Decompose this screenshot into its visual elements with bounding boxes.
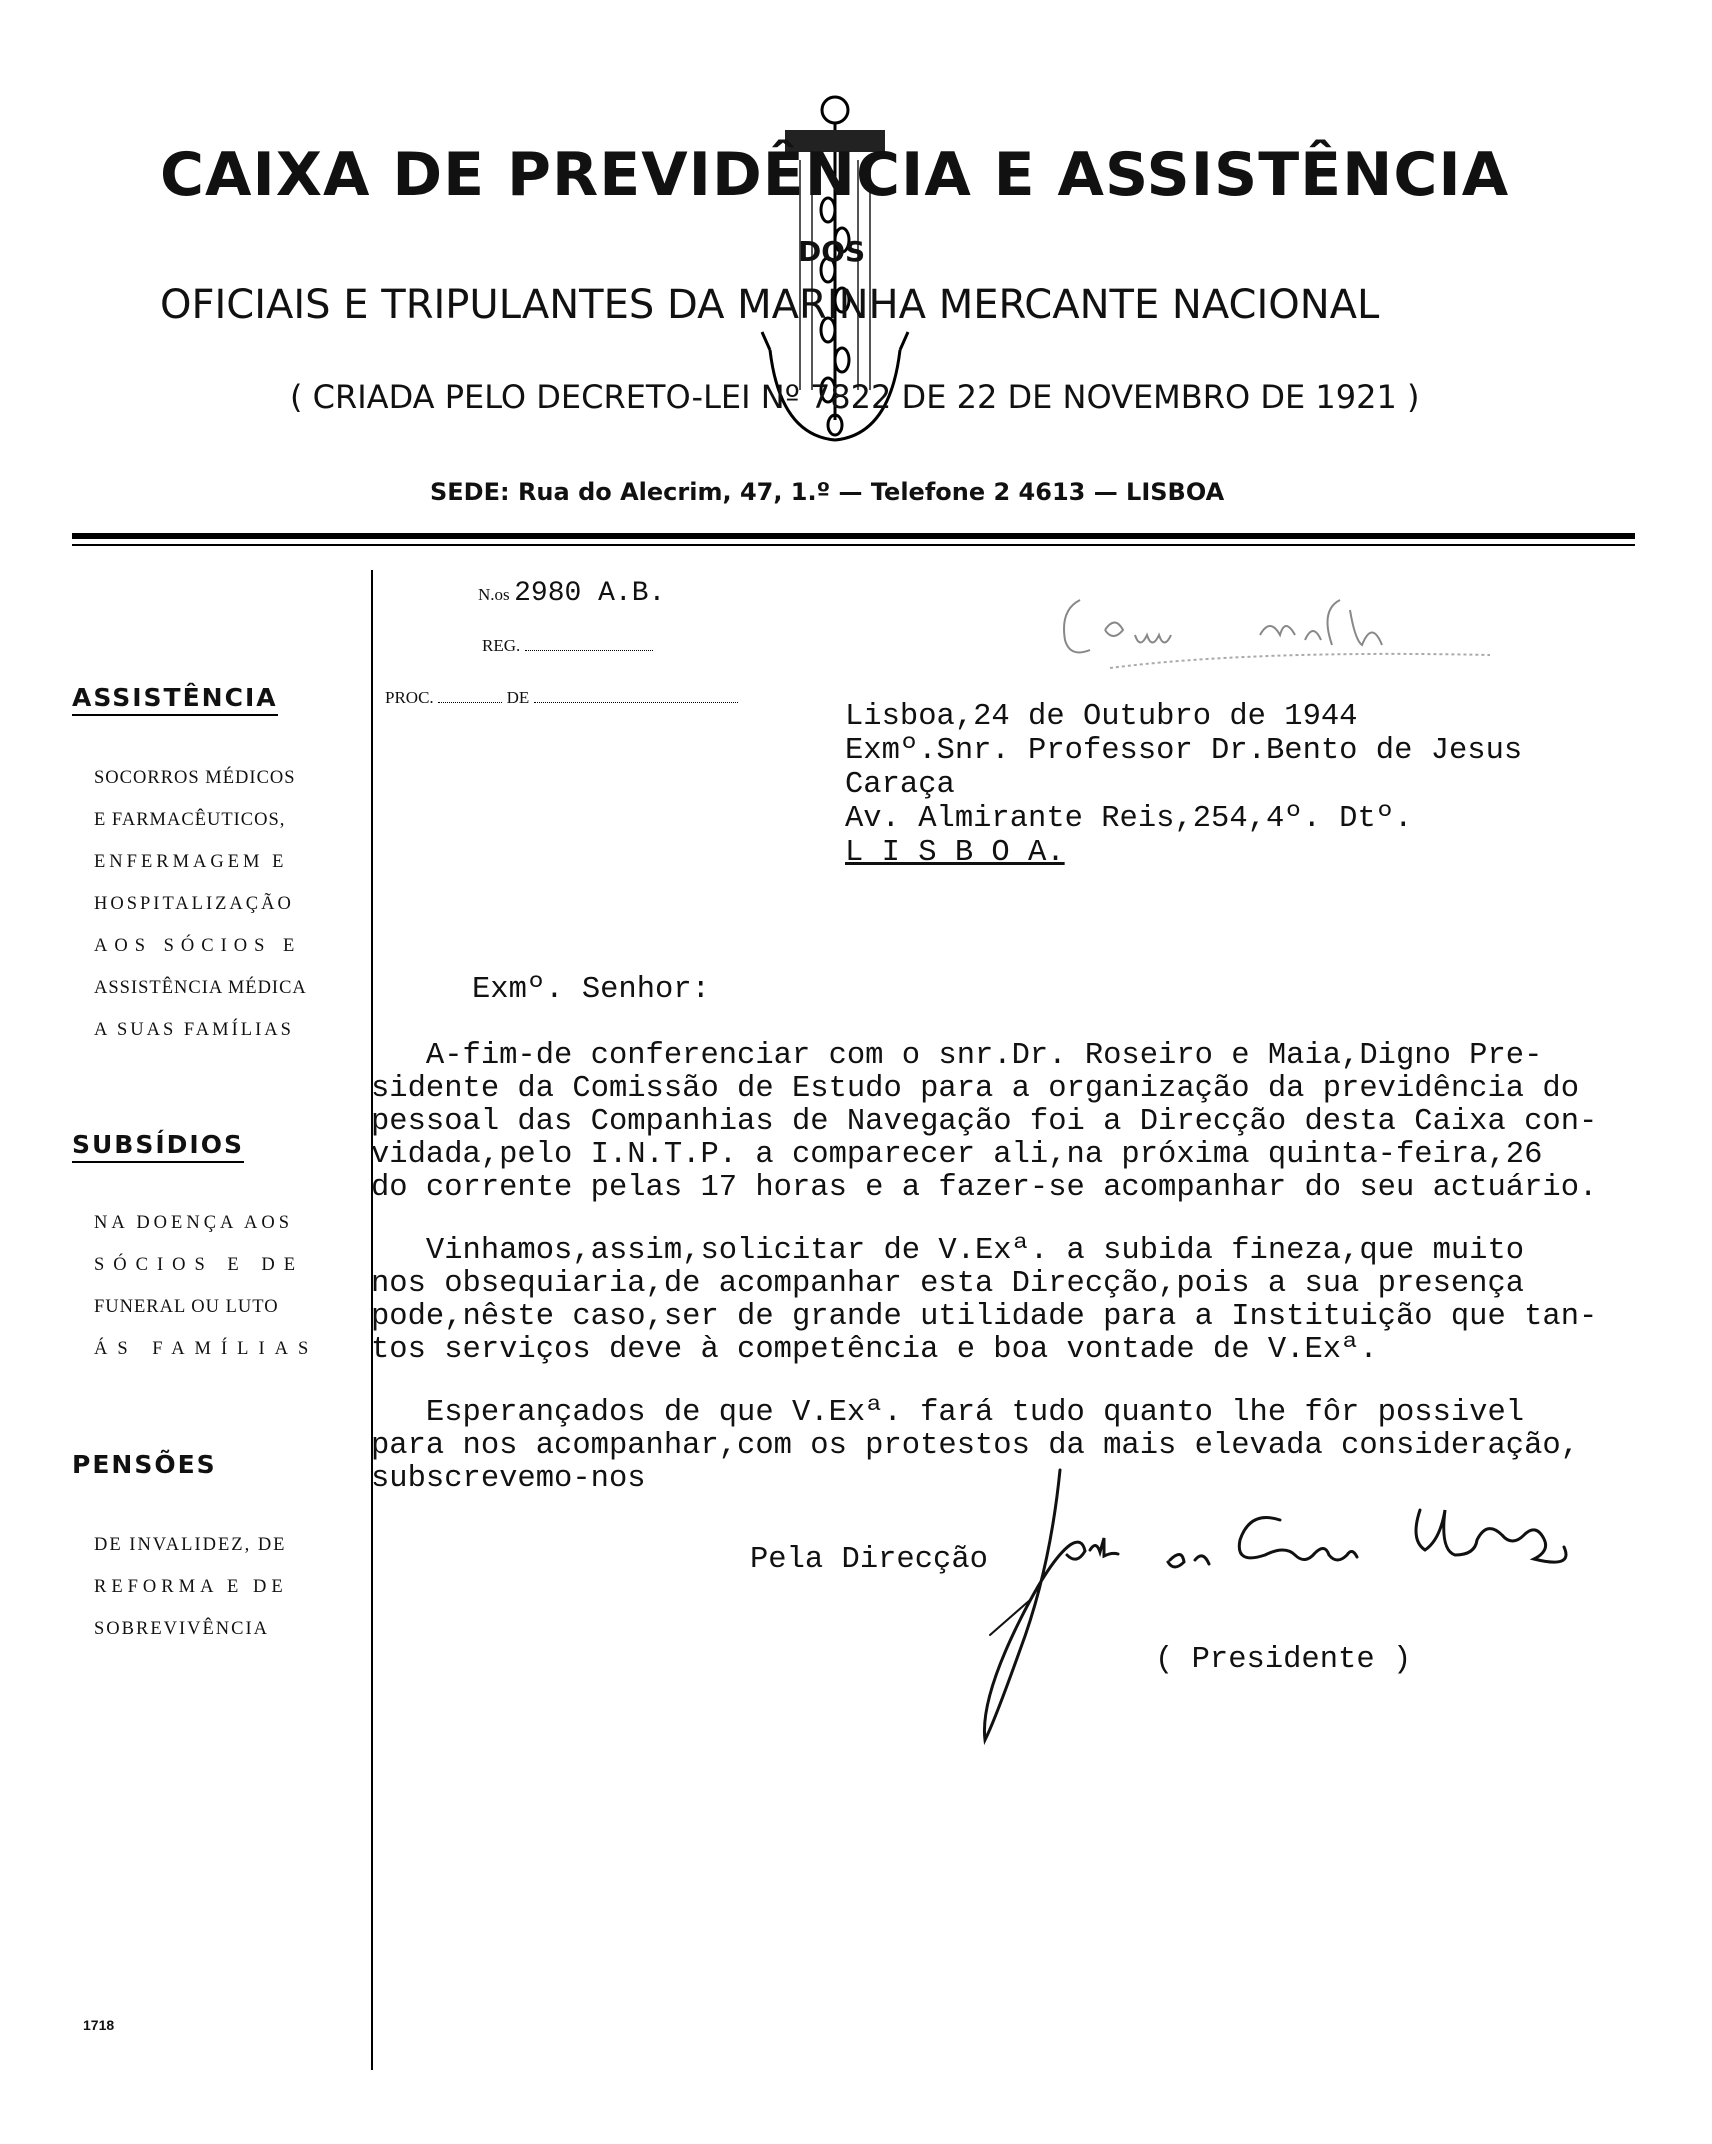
sidebar-heading-pensoes: PENSÕES [72, 1450, 217, 1479]
text-line: A-fim-de conferenciar com o snr.Dr. Roseiro e Maia,Digno Pre- [371, 1039, 1543, 1073]
recipient-block [845, 700, 1522, 870]
text-line: sidente da Comissão de Estudo para a organização da previdência do [371, 1072, 1579, 1106]
sidebar-list-assistencia [94, 757, 350, 1051]
recipient-line: Exmº.Snr. Professor Dr.Bento de Jesus [845, 734, 1523, 768]
salutation: Exmº. Senhor: [472, 973, 710, 1007]
recipient-line: Caraça [845, 768, 955, 802]
sidebar-heading-assistencia: ASSISTÊNCIA [72, 683, 278, 716]
text-line: Vinhamos,assim,solicitar de V.Exª. a subida fineza,que muito [371, 1234, 1525, 1268]
text-line: Esperançados de que V.Exª. fará tudo quanto lhe fôr possivel [371, 1396, 1525, 1430]
letterhead-address: SEDE: Rua do Alecrim, 47, 1.º — Telefone 2 4613 — LISBOA [430, 478, 1225, 506]
sidebar-item: ASSISTÊNCIA MÉDICA [94, 978, 307, 998]
text-line: nos obsequiaria,de acompanhar esta Direcção,pois a sua presença [371, 1267, 1525, 1301]
signature-icon [900, 1450, 1680, 1750]
text-line: do corrente pelas 17 horas e a fazer-se acompanhar do seu actuário. [371, 1171, 1598, 1205]
sidebar-list-subsidios [94, 1202, 350, 1370]
proc-label: PROC. [385, 688, 434, 707]
sidebar-item: DE INVALIDEZ, DE [94, 1535, 287, 1555]
letterhead-title: CAIXA DE PREVIDÊNCIA E ASSISTÊNCIA [160, 140, 1510, 210]
sidebar-item: NA DOENÇA AOS [94, 1213, 293, 1233]
closing: Pela Direcção [750, 1543, 988, 1577]
reference-proc [385, 688, 738, 708]
number-value: 2980 A.B. [514, 578, 666, 609]
sidebar-item: ENFERMAGEM E [94, 852, 288, 872]
reference-number [478, 578, 665, 609]
sidebar-item: ÁS FAMÍLIAS [94, 1339, 319, 1359]
letterhead-decree: ( CRIADA PELO DECRETO-LEI Nº 7822 DE 22 DE NOVEMBRO DE 1921 ) [290, 378, 1420, 416]
number-label: N.os [478, 585, 510, 604]
text-line: pessoal das Companhias de Navegação foi a Direcção desta Caixa con- [371, 1105, 1598, 1139]
text-line: para nos acompanhar,com os protestos da mais elevada consideração, [371, 1429, 1579, 1463]
sidebar-item: REFORMA E DE [94, 1577, 288, 1597]
signer-title: ( Presidente ) [1155, 1643, 1412, 1677]
header-rule-thick [72, 533, 1635, 539]
paragraph-1 [371, 1040, 1711, 1205]
sidebar-item: FUNERAL OU LUTO [94, 1297, 279, 1317]
text-line: tos serviços deve à competência e boa vontade de V.Exª. [371, 1333, 1378, 1367]
sidebar-item: A SUAS FAMÍLIAS [94, 1020, 294, 1040]
sidebar-item: SOCORROS MÉDICOS [94, 768, 296, 788]
letterhead-subtitle: OFICIAIS E TRIPULANTES DA MARINHA MERCANTE NACIONAL [160, 282, 1380, 328]
sidebar-item: AOS SÓCIOS E [94, 936, 302, 956]
text-line: subscrevemo-nos [371, 1462, 646, 1496]
text-line: vidada,pelo I.N.T.P. a comparecer ali,na próxima quinta-feira,26 [371, 1138, 1543, 1172]
reference-reg [482, 636, 653, 656]
sidebar-item: HOSPITALIZAÇÃO [94, 894, 294, 914]
reg-label: REG. [482, 636, 521, 655]
text-line: pode,nêste caso,ser de grande utilidade para a Instituição que tan- [371, 1300, 1598, 1334]
sidebar-item: E FARMACÊUTICOS, [94, 810, 286, 830]
sidebar-list-pensoes [94, 1524, 350, 1650]
letter-date: Lisboa,24 de Outubro de 1944 [845, 700, 1358, 734]
sidebar-item: SÓCIOS E DE [94, 1255, 305, 1275]
paragraph-2 [371, 1235, 1711, 1367]
sidebar-heading-subsidios: SUBSÍDIOS [72, 1130, 244, 1163]
sidebar-item: SOBREVIVÊNCIA [94, 1619, 270, 1639]
letterhead-dos: DOS [798, 235, 866, 268]
header-rule-thin [72, 544, 1635, 546]
de-label: DE [506, 688, 530, 707]
recipient-city: L I S B O A. [845, 836, 1065, 870]
form-code: 1718 [83, 2017, 115, 2033]
handwritten-note-icon [1050, 580, 1490, 690]
recipient-line: Av. Almirante Reis,254,4º. Dtº. [845, 802, 1413, 836]
